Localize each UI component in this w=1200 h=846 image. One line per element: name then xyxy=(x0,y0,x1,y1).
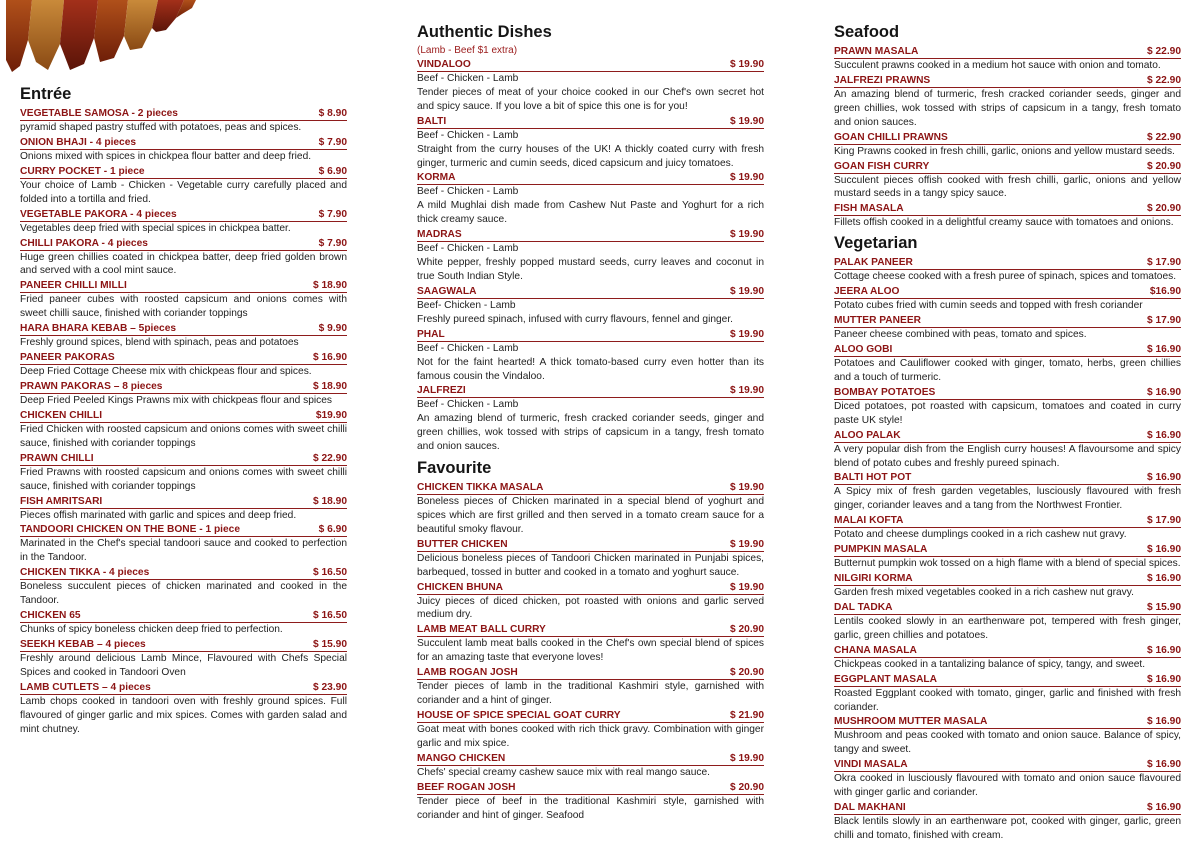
menu-item xyxy=(834,201,1181,230)
menu-item xyxy=(20,236,347,279)
menu-item xyxy=(834,44,1181,73)
menu-item xyxy=(834,470,1181,513)
menu-item-description: Not for the faint hearted! A thick tomato-based curry even hotter than its famous cousin the Vindaloo. xyxy=(417,356,764,382)
menu-item-name: CHICKEN CHILLI xyxy=(20,409,103,421)
menu-item-description: A mild Mughlai dish made from Cashew Nut Paste and Yoghurt for a rich thick creamy sauce. xyxy=(417,200,764,226)
menu-item-price: $ 15.90 xyxy=(313,638,347,650)
menu-item-header xyxy=(834,643,1181,658)
menu-item-header xyxy=(834,159,1181,174)
menu-item-name: FISH MASALA xyxy=(834,203,904,215)
menu-item-name: HOUSE OF SPICE SPECIAL GOAT CURRY xyxy=(417,710,621,721)
entree-list xyxy=(20,106,347,736)
menu-item xyxy=(417,537,764,580)
menu-item-name: CHILLI PAKORA - 4 pieces xyxy=(20,237,148,249)
menu-item xyxy=(20,106,347,135)
menu-item-description: Chefs' special creamy cashew sauce mix with real mango sauce. xyxy=(417,766,710,778)
menu-item-price: $ 16.90 xyxy=(1147,573,1181,585)
menu-item xyxy=(834,672,1181,715)
menu-item-price: $ 19.90 xyxy=(730,482,764,494)
menu-item-name: MUTTER PANEER xyxy=(834,315,921,327)
menu-item-name: PRAWN MASALA xyxy=(834,46,919,57)
menu-item-price: $ 19.90 xyxy=(730,385,764,397)
menu-item-price: $ 19.90 xyxy=(730,285,764,297)
menu-item-header xyxy=(834,600,1181,615)
menu-item-header xyxy=(20,522,347,537)
menu-item-price: $ 19.90 xyxy=(730,172,764,184)
menu-item-header xyxy=(417,780,764,795)
menu-item-name: MANGO CHICKEN xyxy=(417,752,506,764)
menu-item xyxy=(417,383,764,454)
menu-item-name: NILGIRI KORMA xyxy=(834,573,913,585)
menu-item xyxy=(20,207,347,236)
menu-item xyxy=(834,342,1181,385)
menu-item-description: Okra cooked in lusciously flavoured with tomato and onion sauce flavoured with ginger garlic and coriander. xyxy=(834,773,1181,799)
menu-item-price: $ 19.90 xyxy=(730,752,764,764)
menu-item-price: $ 16.90 xyxy=(1147,644,1181,656)
menu-item xyxy=(417,227,764,284)
menu-item-meat-options: Beef - Chicken - Lamb xyxy=(417,186,519,198)
menu-item-header xyxy=(20,106,347,121)
favourite-heading: Favourite xyxy=(417,459,492,478)
menu-item-header xyxy=(20,278,347,293)
menu-item-header xyxy=(834,284,1181,299)
menu-item xyxy=(20,608,347,637)
menu-item-header xyxy=(20,408,347,423)
menu-item xyxy=(417,57,764,114)
menu-item-name: PUMPKIN MASALA xyxy=(834,544,928,556)
menu-item-description: Succulent prawns cooked in a medium hot sauce with onion and tomato. xyxy=(834,60,1161,71)
menu-item-description: Goat meat with bones cooked with rich thick gravy. Combination with ginger garlic and mix spice. xyxy=(417,724,764,749)
menu-item-header xyxy=(417,227,764,242)
menu-item-name: HARA BHARA KEBAB – 5pieces xyxy=(20,323,177,335)
menu-item-price: $ 20.90 xyxy=(1147,203,1181,215)
menu-item-description: Garden fresh mixed vegetables cooked in a rich cashew nut gravy. xyxy=(834,587,1134,599)
menu-item-price: $ 19.90 xyxy=(730,328,764,340)
menu-item xyxy=(417,665,764,708)
menu-item-price: $ 18.90 xyxy=(313,495,347,507)
menu-item-price: $ 20.90 xyxy=(730,667,764,679)
menu-item-name: PANEER CHILLI MILLI xyxy=(20,280,127,292)
seafood-list xyxy=(834,44,1181,230)
menu-item-price: $16.90 xyxy=(1149,286,1181,298)
menu-item-name: ALOO GOBI xyxy=(834,343,893,355)
menu-item-description: A very popular dish from the English curry houses! A flavoursome and spicy blend of potato cubes and freshly pureed spinach. xyxy=(834,443,1181,469)
middle-column xyxy=(417,22,764,823)
menu-item-price: $ 19.90 xyxy=(730,538,764,550)
menu-item-header xyxy=(20,236,347,251)
menu-item xyxy=(417,580,764,623)
menu-item-header xyxy=(20,494,347,509)
menu-item-description: Succulent lamb meat balls cooked in the Chef's own special blend of spices for an amazing taste that everyone loves! xyxy=(417,638,764,664)
menu-item-description: Lentils cooked slowly in an earthenware pot, tempered with fresh ginger, garlic, green chillies and potatoes. xyxy=(834,615,1181,641)
menu-item-header xyxy=(20,565,347,580)
menu-item-price: $ 19.90 xyxy=(730,59,764,70)
menu-item-description: Roasted Eggplant cooked with tomato, ginger, garlic and finished with fresh coriander. xyxy=(834,687,1181,713)
menu-item-description: Freshly ground spices, blend with spinach, peas and potatoes xyxy=(20,337,299,349)
menu-item-price: $ 9.90 xyxy=(318,323,347,335)
menu-item-price: $ 16.90 xyxy=(1147,343,1181,355)
menu-item-description: Marinated in the Chef's special tandoori sauce and cooked to perfection in the Tandoor. xyxy=(20,538,347,564)
menu-item-price: $ 17.90 xyxy=(1147,515,1181,527)
menu-item-price: $ 16.90 xyxy=(1147,544,1181,556)
menu-item-header xyxy=(417,57,764,72)
menu-item-name: EGGPLANT MASALA xyxy=(834,673,938,685)
menu-item-name: VEGETABLE SAMOSA - 2 pieces xyxy=(20,108,178,119)
menu-item-price: $ 16.90 xyxy=(1147,386,1181,398)
menu-item-name: LAMB CUTLETS – 4 pieces xyxy=(20,681,151,693)
menu-item xyxy=(417,780,764,823)
menu-item-name: TANDOORI CHICKEN ON THE BONE - 1 piece xyxy=(20,524,240,536)
menu-item-header xyxy=(834,714,1181,729)
menu-item-name: SEEKH KEBAB – 4 pieces xyxy=(20,638,146,650)
menu-item xyxy=(834,714,1181,757)
menu-item-name: GOAN FISH CURRY xyxy=(834,160,930,172)
menu-item-header xyxy=(20,164,347,179)
menu-item-meat-options: Beef - Chicken - Lamb xyxy=(417,342,519,354)
menu-item-header xyxy=(417,622,764,637)
menu-item xyxy=(834,130,1181,159)
menu-item-description: Freshly pureed spinach, infused with curry flavours, fennel and ginger. xyxy=(417,313,733,325)
favourite-list xyxy=(417,480,764,823)
menu-item xyxy=(20,637,347,680)
menu-item-description: Boneless succulent pieces of chicken marinated and cooked in the Tandoor. xyxy=(20,581,347,607)
menu-item-header xyxy=(834,428,1181,443)
menu-item-header xyxy=(20,207,347,222)
menu-item-header xyxy=(417,580,764,595)
menu-item-description: Potatoes and Cauliflower cooked with ginger, tomato, herbs, green chillies and a touch of turmeric. xyxy=(834,357,1181,383)
menu-item-name: JALFREZI PRAWNS xyxy=(834,74,931,86)
menu-item-header xyxy=(834,342,1181,357)
menu-item-header xyxy=(417,751,764,766)
menu-item-price: $ 16.90 xyxy=(1147,716,1181,728)
menu-item-name: BOMBAY POTATOES xyxy=(834,386,936,398)
menu-item-price: $ 7.90 xyxy=(318,237,347,249)
menu-item-price: $ 16.90 xyxy=(1147,802,1181,814)
menu-item-description: Potato and cheese dumplings cooked in a rich cashew nut gravy. xyxy=(834,529,1127,541)
menu-item-meat-options: Beef - Chicken - Lamb xyxy=(417,399,519,411)
menu-item-description: Paneer cheese combined with peas, tomato and spices. xyxy=(834,329,1087,341)
menu-item-description: Butternut pumpkin wok tossed on a high flame with a blend of special spices. xyxy=(834,558,1181,570)
menu-item-name: KORMA xyxy=(417,172,456,184)
menu-item xyxy=(834,385,1181,428)
menu-item xyxy=(417,114,764,171)
menu-item-header xyxy=(417,170,764,185)
menu-item-header xyxy=(834,800,1181,815)
menu-item-description: Deep Fried Peeled Kings Prawns mix with chickpeas flour and spices xyxy=(20,394,332,406)
menu-item-price: $ 15.90 xyxy=(1147,601,1181,613)
menu-item-description: Tender pieces of meat of your choice cooked in our Chef's own secret hot and spicy sauce. If you love a bit of spice this one is for you! xyxy=(417,86,764,112)
menu-item-price: $ 20.90 xyxy=(1147,160,1181,172)
menu-item-description: Fried paneer cubes with roosted capsicum and onions comes with sweet chilli sauce, finished with coriander toppings xyxy=(20,294,347,320)
menu-item-price: $ 23.90 xyxy=(313,681,347,693)
menu-item-name: JEERA ALOO xyxy=(834,286,900,298)
menu-item-description: Deep Fried Cottage Cheese mix with chickpeas flour and spices. xyxy=(20,366,312,378)
menu-item xyxy=(417,708,764,751)
menu-item-price: $ 16.90 xyxy=(1147,429,1181,441)
menu-item-description: An amazing blend of turmeric, fresh cracked coriander seeds, ginger and green chillies, wok tossed with strips of capsicum in a tangy, fresh tomato and onion sauces. xyxy=(834,88,1181,128)
menu-item xyxy=(417,284,764,327)
menu-item-price: $ 22.90 xyxy=(1147,74,1181,86)
menu-item-price: $ 19.90 xyxy=(730,581,764,593)
menu-item-header xyxy=(834,255,1181,270)
menu-item-price: $ 16.90 xyxy=(313,352,347,364)
menu-item-description: Potato cubes fried with cumin seeds and topped with fresh coriander xyxy=(834,300,1143,312)
menu-item-name: GOAN CHILLI PRAWNS xyxy=(834,131,948,143)
menu-item-price: $19.90 xyxy=(315,409,347,421)
menu-item xyxy=(834,571,1181,600)
menu-item-name: CHICKEN TIKKA MASALA xyxy=(417,482,544,494)
menu-item xyxy=(20,379,347,408)
menu-item-description: Juicy pieces of diced chicken, pot roasted with onions and garlic served medium dry. xyxy=(417,595,764,621)
menu-item-price: $ 22.90 xyxy=(1147,46,1181,57)
menu-item-price: $ 19.90 xyxy=(730,115,764,127)
menu-item-header xyxy=(417,665,764,680)
menu-item-description: Pieces offish marinated with garlic and spices and deep fried. xyxy=(20,509,297,521)
menu-item xyxy=(20,278,347,321)
menu-item-price: $ 21.90 xyxy=(730,710,764,721)
menu-item-description: Lamb chops cooked in tandoori oven with freshly ground spices. Full flavoured of ginger garlic and mix spices. Comes with garden salad and mint chutney. xyxy=(20,695,347,735)
menu-item-description: Diced potatoes, pot roasted with capsicum, tomatoes and coated in curry paste UK style! xyxy=(834,400,1181,426)
menu-item-meat-options: Beef- Chicken - Lamb xyxy=(417,299,516,311)
menu-item-meat-options: Beef - Chicken - Lamb xyxy=(417,73,519,84)
menu-item xyxy=(20,522,347,565)
menu-item-description: Boneless pieces of Chicken marinated in a special blend of yoghurt and spices which are first grilled and then served in a tomato cream sauce for a beautiful smoky flavour. xyxy=(417,496,764,535)
menu-item-name: JALFREZI xyxy=(417,385,466,397)
menu-item-name: FISH AMRITSARI xyxy=(20,495,103,507)
menu-item-header xyxy=(417,480,764,495)
menu-item-name: VEGETABLE PAKORA - 4 pieces xyxy=(20,208,177,220)
seafood-heading: Seafood xyxy=(834,23,900,41)
menu-item-name: PRAWN CHILLI xyxy=(20,452,94,464)
menu-item-name: LAMB MEAT BALL CURRY xyxy=(417,624,546,636)
menu-item-name: VINDALOO xyxy=(417,59,471,70)
menu-item-name: CHICKEN TIKKA - 4 pieces xyxy=(20,567,150,579)
menu-item-description: Freshly around delicious Lamb Mince, Flavoured with Chefs Special Spices and cooked in Tandoori Oven xyxy=(20,652,347,678)
menu-item-header xyxy=(834,470,1181,485)
menu-item-header xyxy=(834,130,1181,145)
menu-item-header xyxy=(417,284,764,299)
menu-item-description: Straight from the curry houses of the UK! A thickly coated curry with fresh ginger, turmeric and cumin seeds, diced capsicum and juicy tomatoes. xyxy=(417,143,764,169)
menu-item-price: $ 6.90 xyxy=(318,165,347,177)
menu-item-header xyxy=(417,327,764,342)
menu-item xyxy=(834,800,1181,843)
menu-item-price: $ 16.90 xyxy=(1147,472,1181,484)
menu-item-price: $ 18.90 xyxy=(313,280,347,292)
menu-item xyxy=(834,600,1181,643)
menu-item-header xyxy=(20,321,347,336)
menu-item xyxy=(417,327,764,384)
menu-item-name: SAAGWALA xyxy=(417,285,477,297)
menu-item-header xyxy=(20,680,347,695)
menu-item-header xyxy=(834,757,1181,772)
menu-item xyxy=(20,164,347,207)
menu-item-description: Tender piece of beef in the traditional Kashmiri style, garnished with coriander and hint of ginger. Seafood xyxy=(417,795,764,821)
menu-item-meat-options: Beef - Chicken - Lamb xyxy=(417,243,519,255)
menu-item-description: White pepper, freshly popped mustard seeds, curry leaves and coconut in true South Indian Style. xyxy=(417,257,764,282)
menu-item-header xyxy=(834,44,1181,59)
menu-item-price: $ 7.90 xyxy=(318,208,347,220)
menu-item-header xyxy=(417,114,764,129)
menu-item-name: LAMB ROGAN JOSH xyxy=(417,667,518,679)
menu-item-price: $ 19.90 xyxy=(730,229,764,241)
menu-item-name: PHAL xyxy=(417,328,445,340)
spice-decoration-image xyxy=(6,0,196,74)
menu-item-name: MALAI KOFTA xyxy=(834,515,904,527)
menu-item-price: $ 8.90 xyxy=(318,108,347,119)
vegetarian-heading: Vegetarian xyxy=(834,234,918,253)
menu-item-price: $ 22.90 xyxy=(1147,131,1181,143)
menu-item-name: PALAK PANEER xyxy=(834,257,913,269)
menu-item-header xyxy=(834,571,1181,586)
menu-item-name: PANEER PAKORAS xyxy=(20,352,115,364)
authentic-dishes-heading: Authentic Dishes xyxy=(417,23,552,41)
menu-item-description: Succulent pieces offish cooked with fresh chilli, garlic, onions and yellow mustard seeds in a tangy spicy sauce. xyxy=(834,174,1181,200)
entree-column xyxy=(20,84,347,736)
menu-item xyxy=(834,284,1181,313)
menu-item-price: $ 20.90 xyxy=(730,781,764,793)
menu-item-description: Huge green chillies coated in chickpea batter, deep fried golden brown and served with a cool mint sauce. xyxy=(20,251,347,277)
menu-item xyxy=(834,542,1181,571)
menu-item-header xyxy=(834,672,1181,687)
menu-item-header xyxy=(834,385,1181,400)
menu-item xyxy=(834,159,1181,202)
menu-item xyxy=(20,451,347,494)
menu-item-description: Chickpeas cooked in a tantalizing balance of spicy, tangy, and sweet. xyxy=(834,658,1146,670)
menu-item-name: MUSHROOM MUTTER MASALA xyxy=(834,716,988,728)
right-column xyxy=(834,22,1181,843)
menu-item-meat-options: Beef - Chicken - Lamb xyxy=(417,129,519,141)
menu-item xyxy=(20,680,347,737)
menu-item-price: $ 17.90 xyxy=(1147,257,1181,269)
menu-item xyxy=(834,73,1181,130)
menu-item-header xyxy=(20,350,347,365)
menu-item-price: $ 17.90 xyxy=(1147,315,1181,327)
menu-item-price: $ 16.90 xyxy=(1147,673,1181,685)
menu-item xyxy=(834,643,1181,672)
menu-item-description: Chunks of spicy boneless chicken deep fried to perfection. xyxy=(20,624,283,636)
menu-item-description: Fried Prawns with roosted capsicum and onions comes with sweet chilli sauce, finished with coriander toppings xyxy=(20,466,347,492)
menu-item-header xyxy=(834,201,1181,216)
menu-item-description: Fried Chicken with roosted capsicum and onions comes with sweet chilli sauce, finished with coriander toppings xyxy=(20,423,347,449)
menu-item xyxy=(20,350,347,379)
menu-item-name: PRAWN PAKORAS – 8 pieces xyxy=(20,380,163,392)
authentic-dishes-list xyxy=(417,57,764,454)
menu-item xyxy=(834,428,1181,471)
entree-heading: Entrée xyxy=(20,85,72,103)
menu-item-description: Delicious boneless pieces of Tandoori Chicken marinated in Punjabi spices, barbequed, tossed in butter and cooked in a tomato and yoghurt sauce. xyxy=(417,552,764,578)
menu-item-header xyxy=(20,637,347,652)
menu-item-header xyxy=(417,708,764,723)
menu-item-description: King Prawns cooked in fresh chilli, garlic, onions and yellow mustard seeds. xyxy=(834,145,1175,157)
menu-item-description: Vegetables deep fried with special spices in chickpea batter. xyxy=(20,222,291,234)
menu-item-name: CHICKEN BHUNA xyxy=(417,581,504,593)
menu-item-header xyxy=(417,383,764,398)
menu-item-name: BALTI HOT POT xyxy=(834,472,912,484)
menu-item xyxy=(834,757,1181,800)
menu-item-description: An amazing blend of turmeric, fresh cracked coriander seeds, ginger and green chillies, wok tossed with strips of capsicum in a tangy, fresh tomato and onion sauces. xyxy=(417,413,764,453)
menu-item-header xyxy=(417,537,764,552)
menu-item-price: $ 16.50 xyxy=(313,567,347,579)
menu-item-header xyxy=(20,379,347,394)
vegetarian-list xyxy=(834,255,1181,843)
menu-item xyxy=(417,480,764,537)
menu-item-header xyxy=(20,451,347,466)
menu-item xyxy=(834,313,1181,342)
menu-item-description: A Spicy mix of fresh garden vegetables, lusciously flavoured with fresh ginger, coriander leaves and a tang from the Northwest Frontier. xyxy=(834,486,1181,512)
menu-item-price: $ 18.90 xyxy=(313,380,347,392)
menu-item-price: $ 22.90 xyxy=(313,452,347,464)
menu-item-name: BEEF ROGAN JOSH xyxy=(417,781,516,793)
menu-item xyxy=(20,565,347,608)
menu-item-name: MADRAS xyxy=(417,229,462,241)
menu-item xyxy=(20,135,347,164)
menu-item-name: BUTTER CHICKEN xyxy=(417,538,508,550)
menu-item xyxy=(20,494,347,523)
menu-item-name: ONION BHAJI - 4 pieces xyxy=(20,136,137,148)
menu-item-name: ALOO PALAK xyxy=(834,429,901,441)
menu-item-description: pyramid shaped pastry stuffed with potatoes, peas and spices. xyxy=(20,122,302,133)
menu-item-header xyxy=(834,513,1181,528)
menu-item-header xyxy=(20,608,347,623)
menu-item xyxy=(417,622,764,665)
menu-item xyxy=(417,170,764,227)
menu-item xyxy=(20,408,347,451)
menu-item-name: CHICKEN 65 xyxy=(20,610,81,622)
authentic-dishes-note: (Lamb - Beef $1 extra) xyxy=(417,45,518,56)
menu-item-header xyxy=(20,135,347,150)
menu-item-name: BALTI xyxy=(417,115,447,127)
menu-item-description: Black lentils slowly in an earthenware pot, cooked with ginger, garlic, green chilli and tomato, finished with cream. xyxy=(834,816,1181,841)
menu-item-description: Mushroom and peas cooked with tomato and onion sauce. Balance of spicy, tangy and sweet. xyxy=(834,730,1181,756)
menu-item-description: Onions mixed with spices in chickpea flour batter and deep fried. xyxy=(20,150,312,162)
menu-item xyxy=(20,321,347,350)
menu-item-name: VINDI MASALA xyxy=(834,759,908,771)
menu-item-name: DAL MAKHANI xyxy=(834,802,906,814)
menu-item-description: Your choice of Lamb - Chicken - Vegetable curry carefully placed and folded into a tortilla and fried. xyxy=(20,179,347,205)
menu-item-header xyxy=(834,542,1181,557)
menu-item-name: CHANA MASALA xyxy=(834,644,917,656)
menu-item-name: DAL TADKA xyxy=(834,601,893,613)
menu-item-price: $ 16.50 xyxy=(313,610,347,622)
menu-item-description: Cottage cheese cooked with a fresh puree of spinach, spices and tomatoes. xyxy=(834,271,1177,283)
menu-item-description: Tender pieces of lamb in the traditional Kashmiri style, garnished with coriander and a hint of ginger. xyxy=(417,681,764,707)
menu-item xyxy=(834,255,1181,284)
menu-item-price: $ 6.90 xyxy=(318,524,347,536)
menu-item xyxy=(834,513,1181,542)
menu-item-header xyxy=(834,313,1181,328)
menu-item-name: CURRY POCKET - 1 piece xyxy=(20,165,145,177)
menu-item-description: Fillets offish cooked in a delightful creamy sauce with tomatoes and onions. xyxy=(834,217,1174,229)
menu-item-header xyxy=(834,73,1181,88)
menu-item-price: $ 20.90 xyxy=(730,624,764,636)
menu-item-price: $ 16.90 xyxy=(1147,759,1181,771)
menu-item-price: $ 7.90 xyxy=(318,136,347,148)
menu-item xyxy=(417,751,764,780)
